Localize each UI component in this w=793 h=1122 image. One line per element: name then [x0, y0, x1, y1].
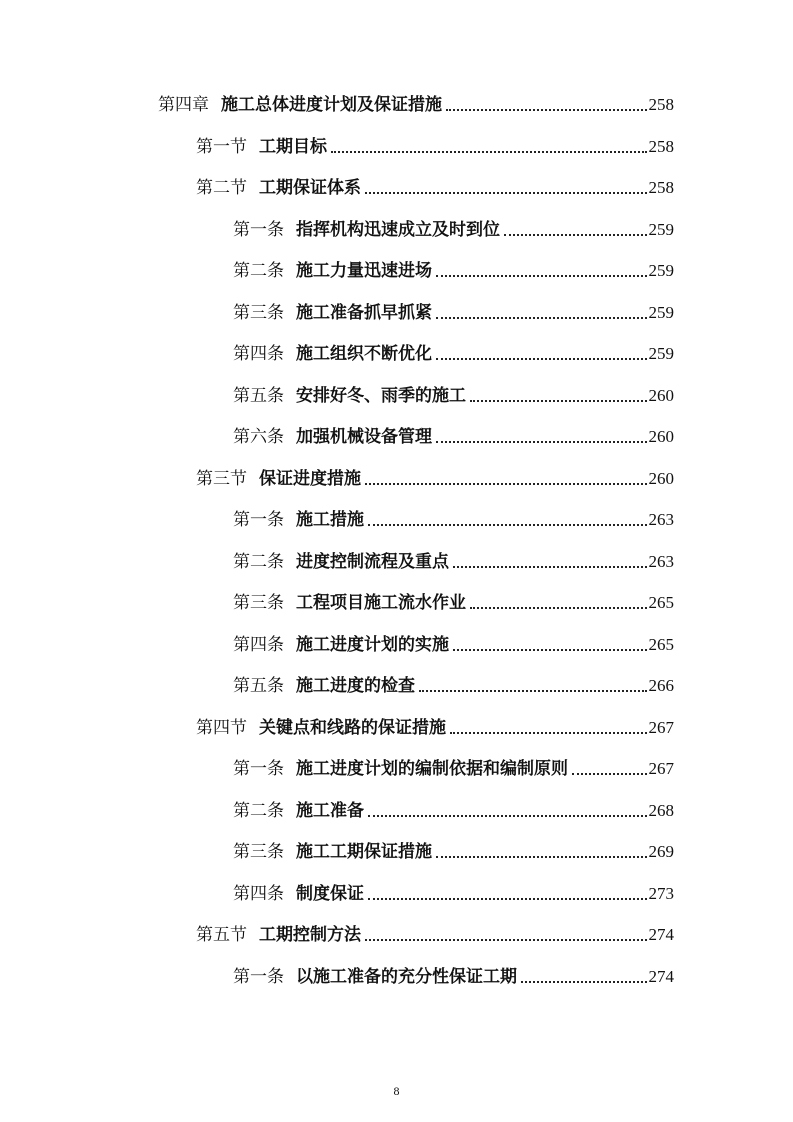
toc-entry-page: 258 — [648, 95, 674, 114]
toc-entry-title: 施工总体进度计划及保证措施 — [221, 95, 442, 115]
toc-entry-page: 274 — [648, 925, 674, 944]
dot-leader — [436, 346, 647, 360]
toc-article-entry[interactable] — [233, 543, 674, 573]
toc-article-entry[interactable] — [233, 833, 674, 863]
dot-leader — [368, 803, 647, 817]
toc-entry-label: 第一条 — [233, 967, 284, 987]
dot-leader — [365, 927, 647, 941]
toc-entry-title: 工期控制方法 — [259, 925, 361, 945]
toc-entry-title: 工期保证体系 — [259, 178, 361, 198]
dot-leader — [453, 637, 647, 651]
toc-entry-title: 施工组织不断优化 — [296, 344, 432, 364]
dot-leader — [436, 429, 647, 443]
toc-entry-title: 施工准备 — [296, 801, 364, 821]
toc-entry-title: 施工进度计划的实施 — [296, 635, 449, 655]
toc-entry-title: 施工准备抓早抓紧 — [296, 303, 432, 323]
toc-chapter-entry[interactable] — [158, 86, 674, 116]
toc-entry-title: 施工工期保证措施 — [296, 842, 432, 862]
toc-entry-label: 第二条 — [233, 261, 284, 281]
dot-leader — [419, 678, 647, 692]
dot-leader — [436, 263, 647, 277]
toc-entry-label: 第三条 — [233, 842, 284, 862]
toc-section-entry[interactable] — [196, 709, 674, 739]
toc-entry-label: 第二条 — [233, 801, 284, 821]
toc-entry-label: 第一节 — [196, 137, 247, 157]
toc-entry-label: 第四条 — [233, 635, 284, 655]
toc-entry-page: 260 — [648, 469, 674, 488]
toc-section-entry[interactable] — [196, 128, 674, 158]
toc-article-entry[interactable] — [233, 626, 674, 656]
toc-entry-label: 第一条 — [233, 220, 284, 240]
toc-entry-page: 258 — [648, 178, 674, 197]
toc-entry-label: 第六条 — [233, 427, 284, 447]
dot-leader — [504, 222, 647, 236]
toc-entry-page: 263 — [648, 510, 674, 529]
toc-entry-title: 制度保证 — [296, 884, 364, 904]
toc-entry-label: 第五条 — [233, 386, 284, 406]
toc-entry-label: 第五条 — [233, 676, 284, 696]
toc-entry-title: 以施工准备的充分性保证工期 — [296, 967, 517, 987]
toc-entry-page: 269 — [648, 842, 674, 861]
toc-entry-label: 第四条 — [233, 344, 284, 364]
toc-entry-title: 工程项目施工流水作业 — [296, 593, 466, 613]
toc-entry-page: 260 — [648, 427, 674, 446]
toc-entry-page: 273 — [648, 884, 674, 903]
toc-entry-page: 267 — [648, 759, 674, 778]
toc-entry-page: 259 — [648, 220, 674, 239]
toc-entry-page: 267 — [648, 718, 674, 737]
toc-article-entry[interactable] — [233, 501, 674, 531]
toc-entry-label: 第四条 — [233, 884, 284, 904]
toc-section-entry[interactable] — [196, 460, 674, 490]
toc-entry-page: 258 — [648, 137, 674, 156]
toc-entry-label: 第五节 — [196, 925, 247, 945]
toc-entry-title: 加强机械设备管理 — [296, 427, 432, 447]
toc-entry-page: 263 — [648, 552, 674, 571]
toc-entry-title: 施工进度计划的编制依据和编制原则 — [296, 759, 568, 779]
toc-entry-label: 第四节 — [196, 718, 247, 738]
dot-leader — [453, 554, 647, 568]
toc-entry-label: 第二条 — [233, 552, 284, 572]
toc-entry-title: 保证进度措施 — [259, 469, 361, 489]
toc-entry-page: 274 — [648, 967, 674, 986]
toc-article-entry[interactable] — [233, 875, 674, 905]
toc-entry-page: 259 — [648, 261, 674, 280]
toc-article-entry[interactable] — [233, 958, 674, 988]
toc-entry-title: 施工进度的检查 — [296, 676, 415, 696]
toc-article-entry[interactable] — [233, 294, 674, 324]
toc-entry-title: 关键点和线路的保证措施 — [259, 718, 446, 738]
toc-article-entry[interactable] — [233, 335, 674, 365]
dot-leader — [368, 886, 647, 900]
toc-article-entry[interactable] — [233, 211, 674, 241]
toc-entry-title: 进度控制流程及重点 — [296, 552, 449, 572]
toc-entry-title: 安排好冬、雨季的施工 — [296, 386, 466, 406]
toc-article-entry[interactable] — [233, 792, 674, 822]
dot-leader — [470, 595, 647, 609]
toc-article-entry[interactable] — [233, 418, 674, 448]
toc-entry-label: 第一条 — [233, 510, 284, 530]
toc-entry-label: 第二节 — [196, 178, 247, 198]
toc-entry-title: 施工措施 — [296, 510, 364, 530]
toc-entry-label: 第一条 — [233, 759, 284, 779]
dot-leader — [436, 844, 647, 858]
toc-article-entry[interactable] — [233, 377, 674, 407]
dot-leader — [572, 761, 647, 775]
dot-leader — [365, 180, 647, 194]
dot-leader — [331, 139, 647, 153]
toc-entry-label: 第三条 — [233, 593, 284, 613]
toc-article-entry[interactable] — [233, 252, 674, 282]
toc-entry-label: 第四章 — [158, 95, 209, 115]
toc-entry-label: 第三条 — [233, 303, 284, 323]
toc-article-entry[interactable] — [233, 750, 674, 780]
toc-section-entry[interactable] — [196, 916, 674, 946]
toc-entry-page: 260 — [648, 386, 674, 405]
dot-leader — [521, 969, 647, 983]
toc-entry-title: 工期目标 — [259, 137, 327, 157]
page-number: 8 — [393, 1084, 400, 1098]
dot-leader — [450, 720, 647, 734]
toc-entry-page: 265 — [648, 635, 674, 654]
toc-article-entry[interactable] — [233, 667, 674, 697]
toc-entry-title: 施工力量迅速进场 — [296, 261, 432, 281]
toc-entry-page: 259 — [648, 344, 674, 363]
toc-entry-page: 265 — [648, 593, 674, 612]
dot-leader — [470, 388, 647, 402]
dot-leader — [446, 97, 647, 111]
toc-entry-page: 268 — [648, 801, 674, 820]
dot-leader — [365, 471, 647, 485]
toc-entry-title: 指挥机构迅速成立及时到位 — [296, 220, 500, 240]
toc-entry-page: 266 — [648, 676, 674, 695]
dot-leader — [368, 512, 647, 526]
toc-entry-label: 第三节 — [196, 469, 247, 489]
dot-leader — [436, 305, 647, 319]
toc-article-entry[interactable] — [233, 584, 674, 614]
toc-entry-page: 259 — [648, 303, 674, 322]
toc-section-entry[interactable] — [196, 169, 674, 199]
